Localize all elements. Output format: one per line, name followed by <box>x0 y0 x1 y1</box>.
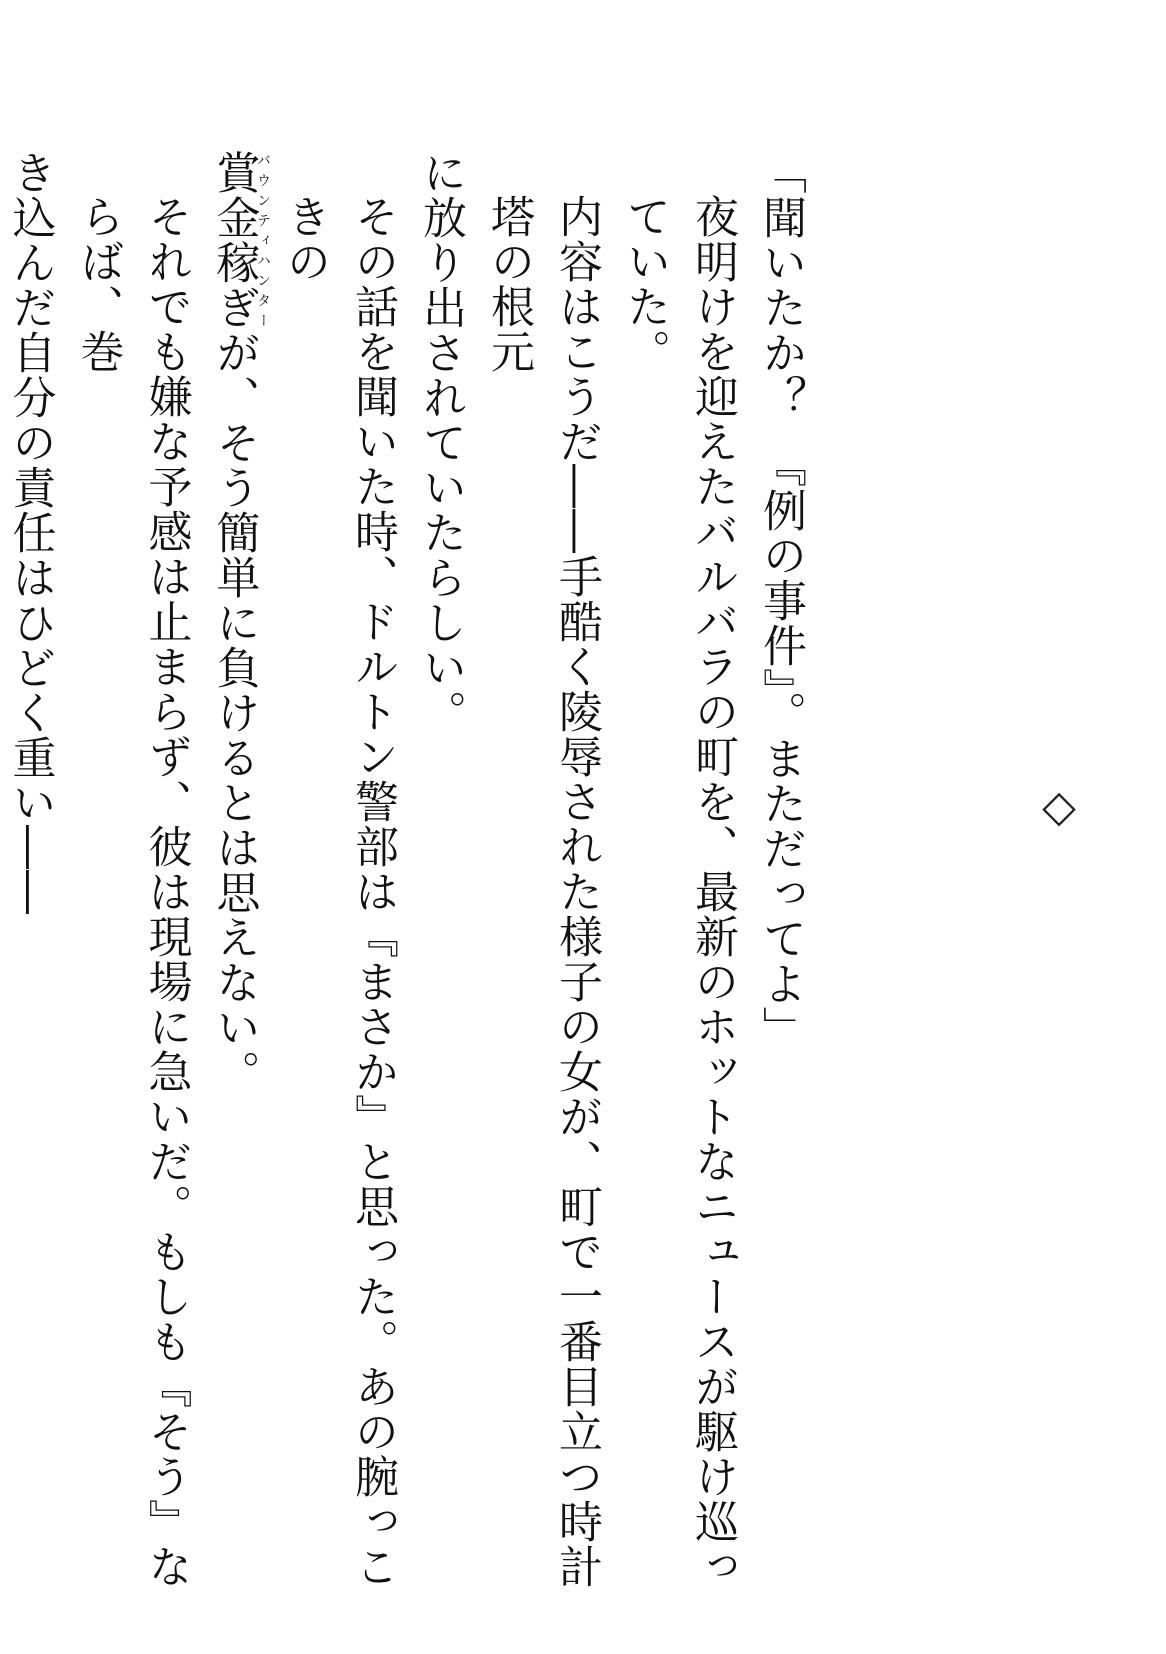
body-text <box>0 150 814 1600</box>
text-line-3: 内容はこうだ――手酷く陵辱された様子の女が、町で一番目立つ時計塔の根元 <box>483 194 602 1589</box>
ruby-bounty-hunter <box>208 150 271 330</box>
text-line-8: き込んだ自分の責任はひどく重い―― <box>4 150 56 915</box>
ruby-base: 賞金稼ぎ <box>208 150 260 330</box>
text-line-4: に放り出されていたらしい。 <box>415 150 466 735</box>
text-line-6-rest: が、そう簡単に負けるとは思えない。 <box>208 330 260 1095</box>
text-line-2: 夜明けを迎えたバルバラの町を、最新のホットなニュースが駆け巡っていた。 <box>619 194 738 1589</box>
section-break-mark: ◇ <box>1042 781 1076 832</box>
text-line-5: その話を聞いた時、ドルトン警部は『まさか』と思った。あの腕っこきの <box>279 194 398 1589</box>
text-line-6 <box>200 150 271 1600</box>
text-line-1: 「聞いたか？ 『例の事件』。まただってよ」 <box>755 150 806 1051</box>
ruby-reading: バウンティハンター <box>255 150 271 330</box>
text-line-7: それでも嫌な予感は止まらず、彼は現場に急いだ。もしも『そう』ならば、巻 <box>72 194 192 1589</box>
